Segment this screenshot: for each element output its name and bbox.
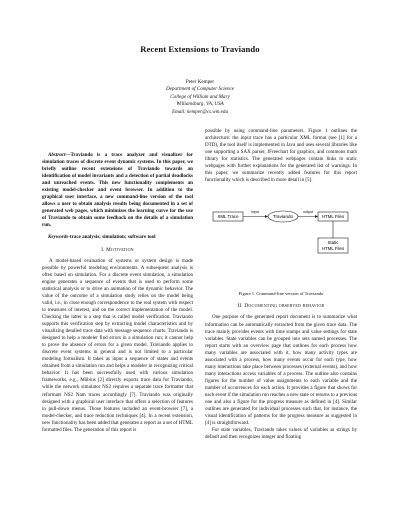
static-html-line2: HTML Files [321,246,345,252]
left-column [42,152,193,434]
motivation-paragraph: A model-based evaluation of systems or system design is made possible by powerful modeling environments. A subsequent analysis is often based on simulation. For a discrete event simulation, a simulation engine generates a sequence of events that is used to perform some statistical analysis or to drive an animation of the dynamic behavior. The value of the outcome of a simulation study relies on the model being valid, i.e., in close enough correspondence to the real system with respect to measures of interest, and on the correct implementation of the model. Checking the latter is a step that is called model verification. Traviando supports this verification step by extracting model characteristics and by visualizing detailed trace data with message sequence charts. Traviando is designed to help a modeler find errors in a simulation run; it cannot help to prove the absence of errors for a given model. Traviando applies to discrete event systems in general and is not limited to a particular modeling formalism. It takes as input a sequence of states and events obtained from a simulation run and helps a modeler in recognizing critical behavior. It has been successfully used with various simulation frameworks, e.g., Möbius [2] directly exports trace data for Traviando, while the network simulator NS2 requires a separate trace formatter that reformats NS2 Nam traces accordingly [7]. Traviando was originally designed with a graphical user interface that offers a selection of features in pull-down menus. Those features included an event-browser [7], a model-checker, and trace reduction techniques [4]. In a recent extension, new functionality has been added that generates a report as a set of HTML formatted files. The generation of this report is [42,257,193,433]
author-name: Peter Kemper [185,79,215,85]
paper-title: Recent Extensions to Traviando [140,44,260,54]
documenting-paragraph-2: For state variables, Traviando takes values of variables as strings by default and then recognizes integer and floating [205,427,357,441]
abstract-text: —Traviando is a trace analyzer and visualizer for simulation traces of discrete event dynamic systems. In this paper, we briefly outline recent extensions of Traviando towards an identification of model invariants and a detection of partial deadlocks and unreached events. This new functionality complements an existing model-checker and event browser. In addition to the graphical user interface, a new command-line version of the tool allows a user to obtain analysis results being documented in a set of generated web pages, which minimizes the learning curve for the use of Traviando to obtain some feedback on the details of a simulation run. [42,152,193,229]
documenting-paragraph-1: One purpose of the generated report document is to summarize what information can be automatically extracted from the given trace data. The trace mainly provides events with time stamps and value settings for state variables. State variables can be grouped into sets named processes. The report starts with an overview page that outlines for each process how many variables are associated with it, how many activity types are associated with a process, how many events occur for each type, how many interactions take place between processes (external events), and how many interactions access variables of a process. The outline also contains figures for the number of value assignments to each variable and the number of occurrences for each action. It provides a figure that shows for each event if the simulation run reaches a new state or returns to a previous one and also a figure for the progress measure as defined in [4]. Similar outlines are generated for individual processes such that, for instance, the visual identification of patterns for the progress measure as suggested in [4] is straightforward. [205,314,357,427]
author-department: Department of Computer Science [165,86,235,93]
input-arrowhead [265,215,268,218]
input-label: input [251,210,259,215]
section-heading-motivation: I. Motivation [101,246,134,253]
author-email: Email: kemper@cs.wm.edu [171,108,229,115]
traviando-text: Traviando [272,214,294,220]
architecture-diagram [205,188,357,288]
output-label: output [303,210,313,215]
keywords-text: -trace analysis; simulation; software tool [68,233,156,240]
output-arrowhead [315,215,318,218]
static-html-line1: Static [327,240,339,246]
xml-trace-text: XML Trace [217,214,239,220]
figure-architecture [205,188,357,288]
author-city: Williamsburg, VA, USA [176,101,224,108]
architecture-paragraph: possible by using command-line parameters. Figure 1 outlines the architecture: the input trace has a particular XML format (see [1] for a DTD), the tool itself is implemented in Java and uses several libraries like one supporting a SAX parser, JFreechart for graphics, and commons math library for statistics. The generated webpages contain links to static webpages with further explanations for the generated list of warnings. In this paper, we summarize recently added features for this report functionality which is described in more detail in [5]. [205,128,357,184]
figure-caption: Figure 1. Command-line version of Traviando [238,291,324,297]
author-block [0,79,400,116]
abstract-label: Abstract [48,152,66,158]
keywords-label: Keywords [48,233,69,240]
right-column [205,128,357,441]
html-files-text: HTML Files [321,214,345,220]
abstract [42,152,193,230]
section-heading-documenting: II. Documenting observed behavior [237,303,325,310]
author-college: College of William and Mary [170,93,230,100]
keywords [42,234,193,241]
